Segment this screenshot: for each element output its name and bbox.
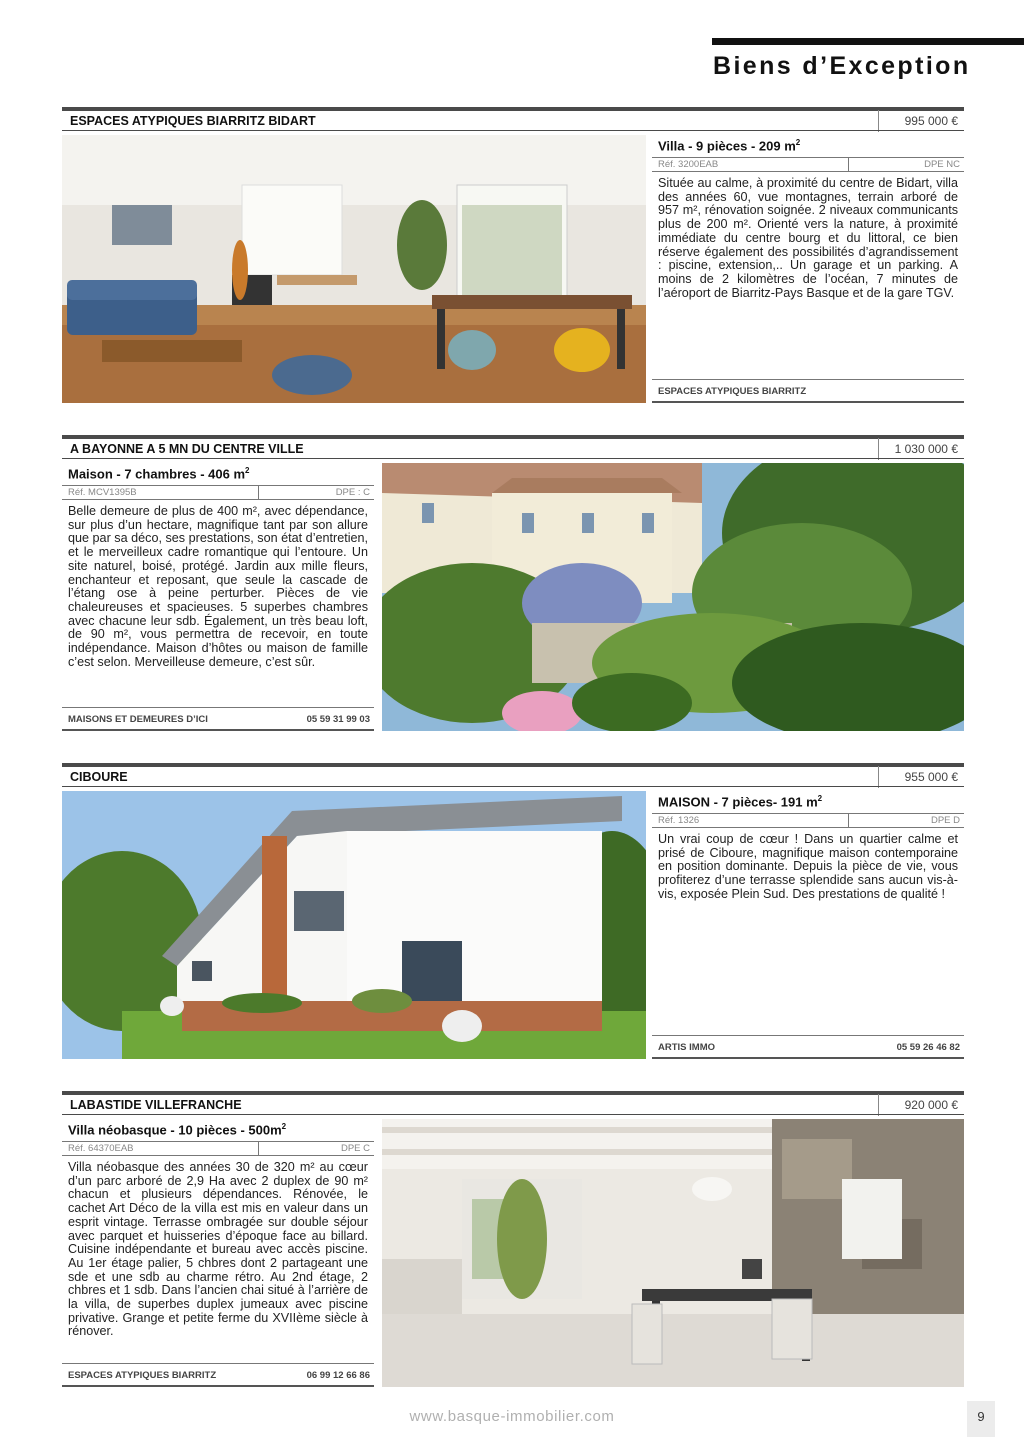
property-title: Villa néobasque - 10 pièces - $500m^2$ — [68, 1122, 287, 1138]
agency-phone: 05 59 31 99 03 — [306, 714, 370, 725]
reference: Réf. 64370EAB — [68, 1143, 134, 1154]
reference-row — [652, 813, 964, 828]
agency-footer — [652, 379, 964, 403]
reference: Réf. 3200EAB — [658, 159, 719, 170]
reference: Réf. MCV1395B — [68, 487, 137, 498]
page-number: 9 — [977, 1409, 985, 1424]
dpe-label: DPE D — [930, 815, 960, 826]
garden-house-photo — [382, 463, 964, 731]
listing-card — [62, 435, 964, 735]
agency-name: ARTIS IMMO — [658, 1042, 715, 1053]
website-url: www.basque-immobilier.com — [409, 1408, 615, 1425]
dpe-label: DPE : C — [335, 487, 370, 498]
listing-card — [62, 1091, 964, 1391]
listing-info — [62, 463, 374, 735]
page-number-box — [967, 1401, 995, 1437]
listing-price: 1 030 000 € — [878, 438, 964, 460]
agency-name: ESPACES ATYPIQUES BIARRITZ — [658, 386, 807, 397]
listing-price: 920 000 € — [878, 1094, 964, 1116]
listing-header — [62, 107, 964, 131]
reference-row — [652, 157, 964, 172]
listing-location: CIBOURE — [70, 770, 128, 784]
living-room-photo — [62, 135, 646, 403]
agency-name: ESPACES ATYPIQUES BIARRITZ — [68, 1370, 217, 1381]
agency-footer — [62, 707, 374, 731]
listing-info — [652, 791, 964, 1063]
listing-header — [62, 1091, 964, 1115]
agency-phone: 06 99 12 66 86 — [306, 1370, 370, 1381]
property-title: Villa - 9 pièces - 209 $m^2$ — [658, 138, 801, 154]
section-title: Biens d’Exception — [713, 52, 971, 80]
property-description: Villa néobasque des années 30 de 320 m² au cœur d’un parc arboré de 2,9 Ha avec 2 duplex de 90 m² chacun et plusieurs dépendances. Rénovée, le cachet Art Déco de la villa est mis en valeur dans un esprit vintage. Terrasse ombragée sur double séjour avec parquet et huisseries d’époque face au billard. Cuisine indépendante et bureau avec accès piscine. Au 1er étage palier, 5 chbres dont 2 partageant une sde et une sdb au charme rétro. Au 2nd étage, 2 chbres et 1 sdb. Dans l’ancien chai situé à l’arrière de la villa, de superbes duplex jumeaux avec piscine privative. Grange et petite ferme du XVIIème siècle à rénover. — [68, 1160, 368, 1339]
listing-card — [62, 107, 964, 407]
property-title: MAISON - 7 pièces- 191 $m^2$ — [658, 794, 823, 810]
agency-footer — [62, 1363, 374, 1387]
listing-price: 955 000 € — [878, 766, 964, 788]
listing-location: LABASTIDE VILLEFRANCHE — [70, 1098, 242, 1112]
dpe-label: DPE NC — [924, 159, 960, 170]
modern-house-photo — [62, 791, 646, 1059]
agency-phone: 05 59 26 46 82 — [896, 1042, 960, 1053]
interior-stone-photo — [382, 1119, 964, 1387]
property-description: Située au calme, à proximité du centre de Bidart, villa des années 60, vue montagnes, terrain arboré de 957 m², rénovation soignée. 2 niveaux communicants plus de 200 m². Orienté vers la nature, à proximité immédiate du centre bourg et du littoral, ce bien réserve également des possibilités d’agrandissement : piscine, extension,.. Un garage et un parking. A moins de 2 kilomètres de l’océan, 7 minutes de l’aéroport de Biarritz-Pays Basque et de la gare TGV. — [658, 176, 958, 300]
reference: Réf. 1326 — [658, 815, 700, 826]
listing-location: ESPACES ATYPIQUES BIARRITZ BIDART — [70, 114, 316, 128]
property-description: Un vrai coup de cœur ! Dans un quartier calme et prisé de Ciboure, magnifique maison contemporaine en position dominante. Depuis la pièce de vie, vous profiterez d’une terrasse splendide sans aucun vis-à-vis, exposée Plein Sud. Des prestations de qualité ! — [658, 832, 958, 901]
listing-location: A BAYONNE A 5 MN DU CENTRE VILLE — [70, 442, 304, 456]
listing-info — [62, 1119, 374, 1391]
divider — [62, 130, 964, 131]
listing-header — [62, 435, 964, 459]
divider — [62, 1114, 964, 1115]
dpe-label: DPE C — [340, 1143, 370, 1154]
listing-info — [652, 135, 964, 407]
reference-row — [62, 485, 374, 500]
header-rule — [712, 38, 1024, 45]
agency-name: MAISONS ET DEMEURES D’ICI — [68, 714, 208, 725]
listing-header — [62, 763, 964, 787]
listing-card — [62, 763, 964, 1063]
property-title: Maison - 7 chambres - 406 $m^2$ — [68, 466, 250, 482]
reference-row — [62, 1141, 374, 1156]
agency-footer — [652, 1035, 964, 1059]
listing-price: 995 000 € — [878, 110, 964, 132]
property-description: Belle demeure de plus de 400 m², avec dépendance, sur plus d’un hectare, magnifique tant par son allure que par sa déco, ses prestations, son état d’entretien, et le merveilleux cadre romantique qui l’entoure. Un site naturel, boisé, protégé. Jardin aux mille fleurs, enchanteur et reposant, que seule la cascade de l’étang ose à peine perturber. Pièces de vie chaleureuses et spacieuses. 5 superbes chambres avec chacune leur sdb. Également, un très beau loft, de 90 m², vous permettra de recevoir, en toute indépendance. Maison d’hôtes ou maison de famille c’est selon. Merveilleuse demeure, c’est sûr. — [68, 504, 368, 669]
divider — [62, 458, 964, 459]
divider — [62, 786, 964, 787]
